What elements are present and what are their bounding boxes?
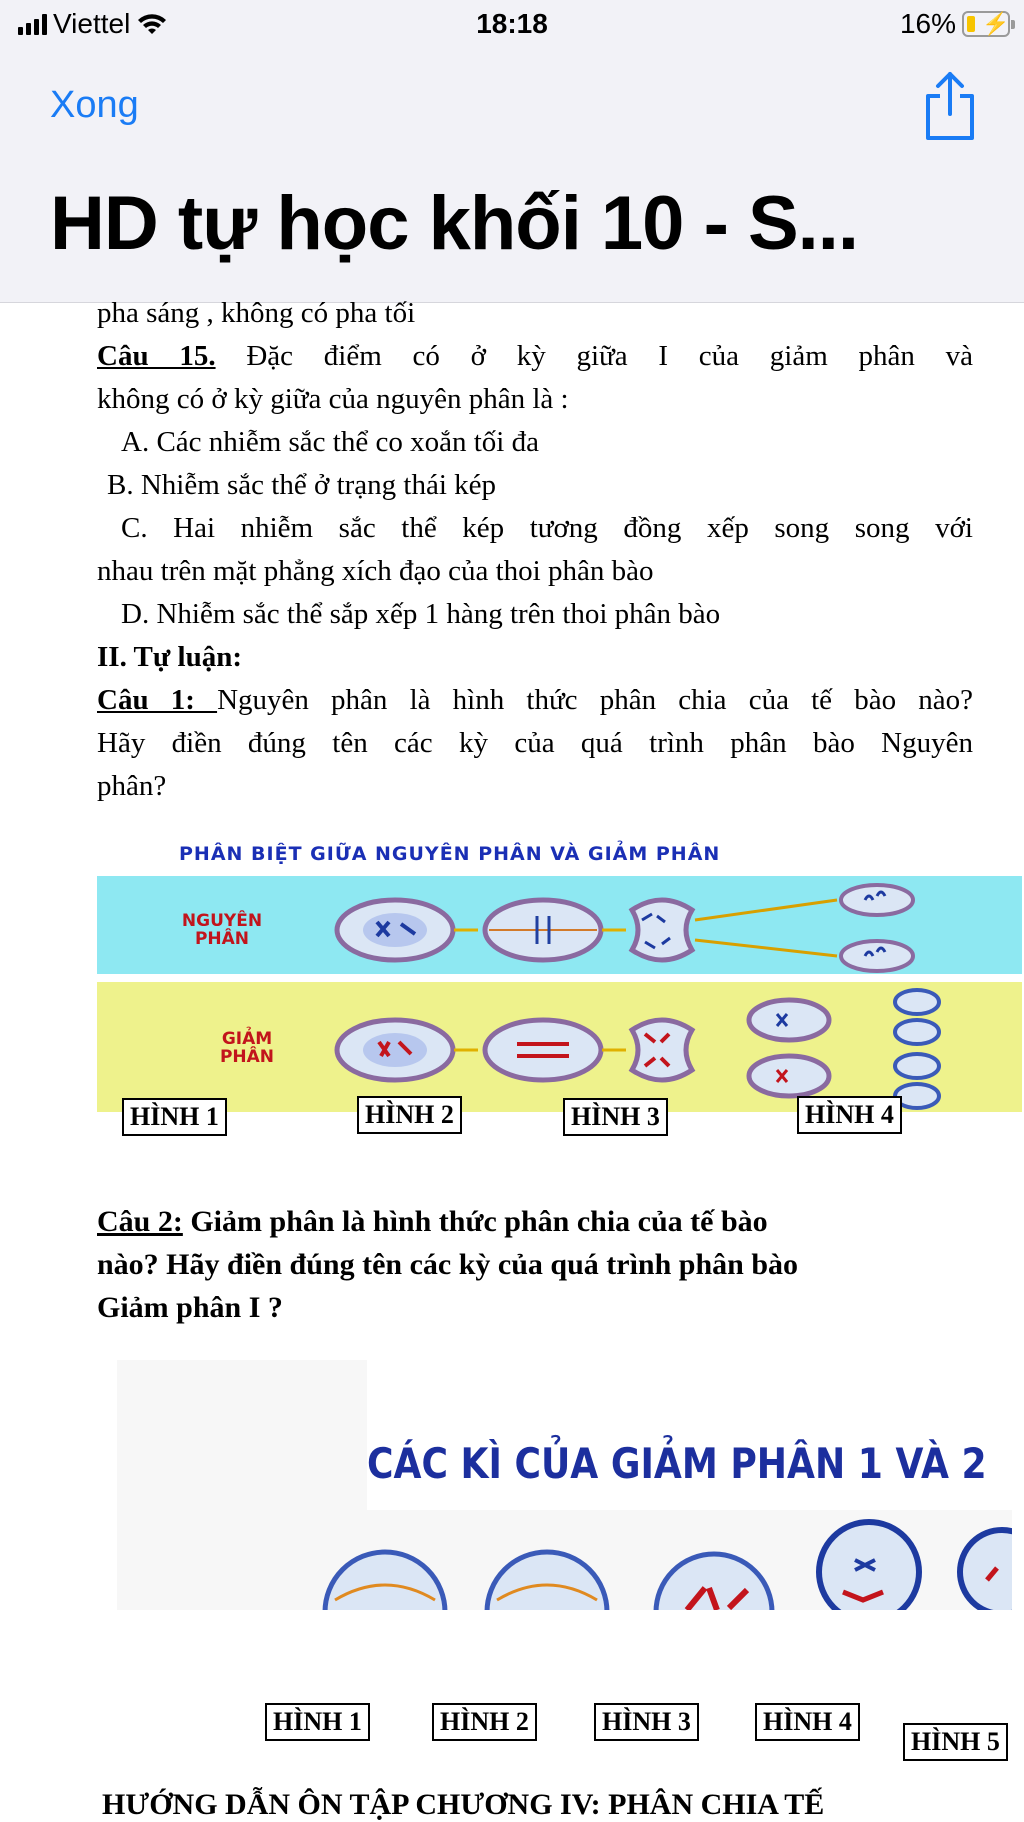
question-2-text: Giảm phân là hình thức phân chia của tế bào: [182, 1205, 768, 1238]
figure-2-label-4: HÌNH 4: [755, 1703, 860, 1741]
status-bar: [0, 0, 1024, 52]
mitosis-label-2: PHÂN: [194, 929, 250, 949]
figure-2-title: CÁC KÌ CỦA GIẢM PHÂN 1 VÀ 2: [367, 1440, 987, 1489]
battery-icon: ⚡: [962, 11, 1010, 37]
share-icon[interactable]: [920, 70, 980, 142]
question-1-line-3: phân?: [97, 770, 167, 802]
meiosis-label-1: GIẢM: [221, 1029, 273, 1049]
figure-2-label-3: HÌNH 3: [594, 1703, 699, 1741]
question-2-block: [97, 1200, 973, 1329]
mitosis-label-1: NGUYÊN: [181, 911, 263, 931]
question-2-line-2: nào? Hãy điền đúng tên các kỳ của quá trình phân bào: [97, 1248, 799, 1281]
question-1-text: Nguyên phân là hình thức phân chia của tế bào nào?: [217, 684, 973, 716]
question-15-line-1: [97, 335, 973, 378]
question-15-text: Đặc điểm có ở kỳ giữa I của giảm phân và: [215, 340, 973, 372]
section-heading: II. Tự luận:: [97, 641, 243, 673]
document-title: HD tự học khối 10 - S...: [50, 181, 859, 266]
figure-1-title: PHÂN BIỆT GIỮA NGUYÊN PHÂN VÀ GIẢM PHÂN: [179, 843, 721, 865]
figure-1-graphic: [97, 830, 1022, 1135]
question-2-line-3: Giảm phân I ?: [97, 1291, 283, 1324]
figure-2-label-5: HÌNH 5: [903, 1723, 1008, 1761]
figure-2-label-1: HÌNH 1: [265, 1703, 370, 1741]
question-15-label: Câu 15.: [97, 340, 216, 372]
figure-1-label-4: HÌNH 4: [797, 1096, 902, 1134]
option-c-line-2: nhau trên mặt phẳng xích đạo của thoi phân bào: [97, 555, 654, 587]
question-1-line-1: [97, 679, 973, 722]
figure-2-graphic: [117, 1360, 1012, 1615]
question-2-line-1: [97, 1200, 973, 1243]
question-1-label: Câu 1:: [97, 684, 218, 716]
battery-percent: 16%: [899, 8, 956, 39]
chapter-heading: HƯỚNG DẪN ÔN TẬP CHƯƠNG IV: PHÂN CHIA TẾ: [102, 1788, 825, 1821]
option-d: D. Nhiễm sắc thể sắp xếp 1 hàng trên thoi phân bào: [121, 598, 721, 630]
mitosis-meiosis-figure: [97, 830, 1022, 1135]
text-line: pha sáng , không có pha tối: [97, 297, 416, 329]
figure-1-label-3: HÌNH 3: [563, 1098, 668, 1136]
option-c-line-1: C. Hai nhiễm sắc thể kép tương đồng xếp song song với: [121, 512, 973, 544]
option-a: A. Các nhiễm sắc thể co xoắn tối đa: [121, 426, 539, 458]
done-button[interactable]: Xong: [50, 84, 139, 126]
question-1-line-2: Hãy điền đúng tên các kỳ của quá trình phân bào Nguyên: [97, 727, 973, 759]
question-15-line-2: không có ở kỳ giữa của nguyên phân là :: [97, 383, 569, 415]
figure-1-label-1: HÌNH 1: [122, 1098, 227, 1136]
question-2-label: Câu 2:: [97, 1205, 183, 1238]
carrier-name: Viettel: [53, 8, 131, 39]
document-content: [97, 297, 973, 808]
figure-2-label-2: HÌNH 2: [432, 1703, 537, 1741]
battery-group: [900, 8, 1010, 40]
status-time: 18:18: [476, 8, 548, 39]
option-b: B. Nhiễm sắc thể ở trạng thái kép: [107, 469, 497, 501]
navigation-bar: [0, 52, 1024, 303]
meiosis-phases-figure: [117, 1360, 1012, 1615]
meiosis-label-2: PHÂN: [219, 1047, 275, 1067]
figure-1-label-2: HÌNH 2: [357, 1096, 462, 1134]
